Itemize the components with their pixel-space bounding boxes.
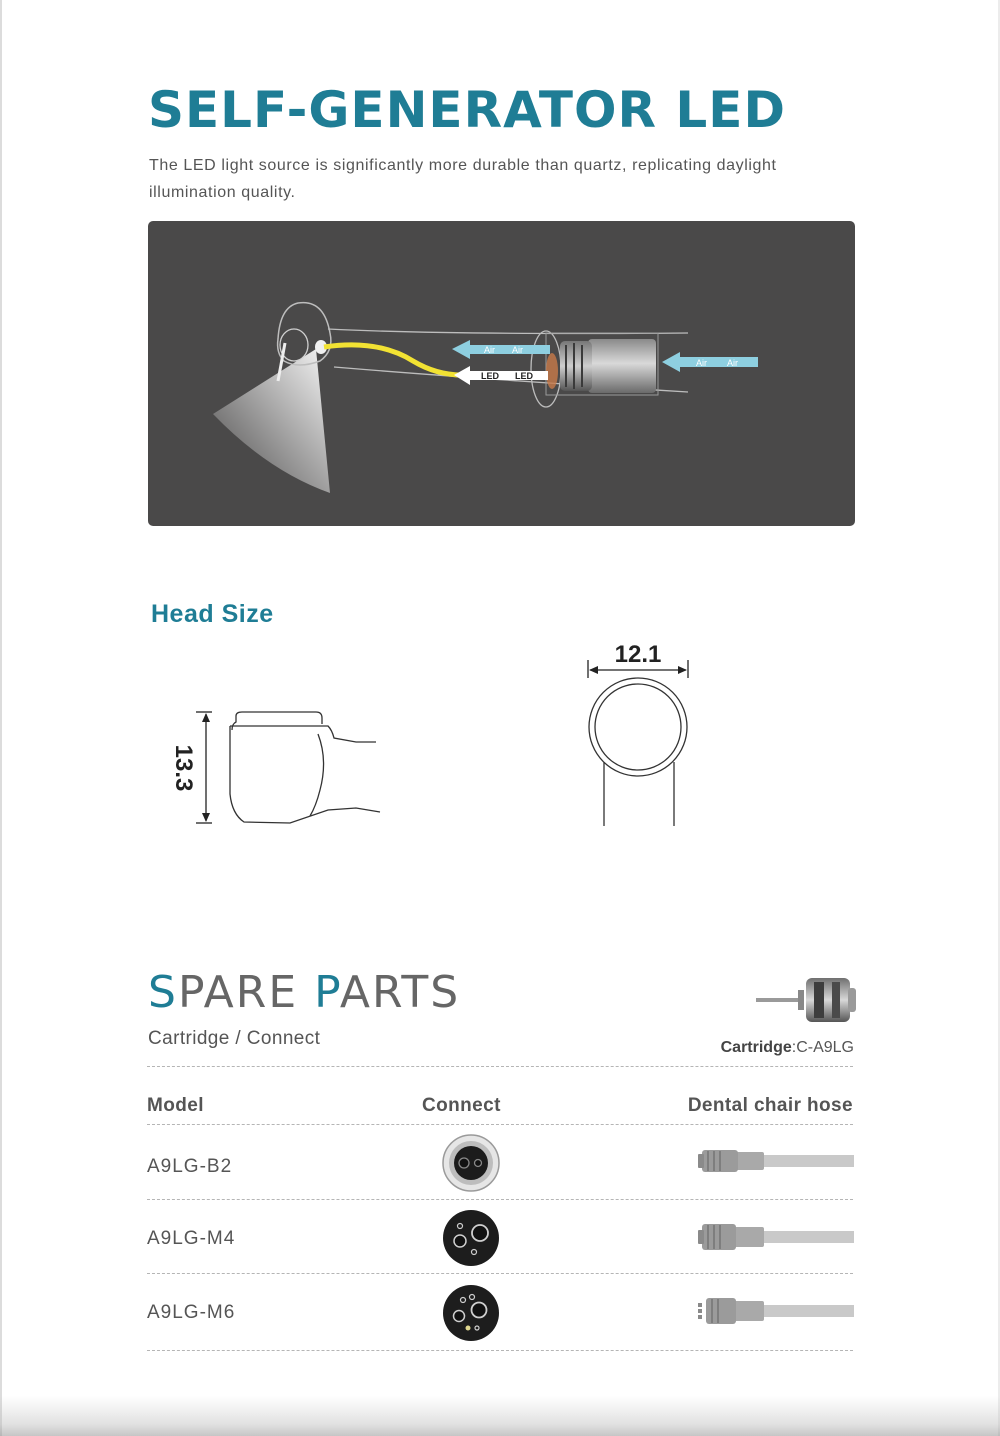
cartridge-icon: [752, 968, 862, 1030]
head-height-value: 13.3: [170, 744, 197, 792]
generator-cylinder: [588, 339, 656, 393]
divider: [147, 1199, 853, 1200]
head-side-view-diagram: [160, 690, 390, 840]
divider: [147, 1273, 853, 1274]
divider: [147, 1124, 853, 1125]
row-model-m6: A9LG-M6: [147, 1302, 236, 1323]
led-handpiece-diagram: [148, 221, 855, 526]
generator-rotor: [560, 341, 592, 391]
light-fiber: [324, 345, 466, 375]
row-model-b2: A9LG-B2: [147, 1156, 233, 1177]
column-header-hose: Dental chair hose: [687, 1095, 853, 1116]
air-outer-label-1: Air: [696, 358, 707, 368]
cartridge-label: Cartridge:C-A9LG: [720, 1039, 854, 1056]
spare-parts-title: SPARE PARTS: [148, 967, 461, 1018]
row-model-m4: A9LG-M4: [147, 1228, 236, 1249]
light-beam: [213, 349, 330, 493]
led-label-1: LED: [481, 371, 499, 381]
divider: [147, 1066, 853, 1067]
head-width-value: 12.1: [614, 641, 662, 668]
m4-connector-icon: [441, 1208, 501, 1268]
m6-connector-icon: [441, 1283, 501, 1343]
air-inner-label-2: Air: [512, 345, 523, 355]
b2-connector-icon: [441, 1133, 501, 1193]
bottom-shadow: [0, 1396, 1000, 1436]
hero-title: SELF-GENERATOR LED: [148, 81, 786, 139]
m4-hose-icon: [696, 1221, 856, 1253]
column-header-connect: Connect: [422, 1095, 501, 1116]
m6-hose-icon: [696, 1295, 856, 1327]
hero-description: The LED light source is significantly more durable than quartz, replicating daylight illumination quality.: [149, 157, 777, 201]
b2-hose-icon: [696, 1147, 856, 1175]
head-front-view-diagram: [560, 630, 720, 830]
column-header-model: Model: [147, 1095, 204, 1116]
spare-parts-subtitle: Cartridge / Connect: [148, 1028, 321, 1049]
led-label-2: LED: [515, 371, 533, 381]
led-diagram-panel: [148, 221, 855, 526]
page-left-edge: [0, 0, 2, 1436]
air-outer-label-2: Air: [727, 358, 738, 368]
air-outer-arrow: [662, 352, 758, 372]
divider: [147, 1350, 853, 1351]
head-size-title: Head Size: [151, 600, 274, 628]
air-inner-label-1: Air: [484, 345, 495, 355]
